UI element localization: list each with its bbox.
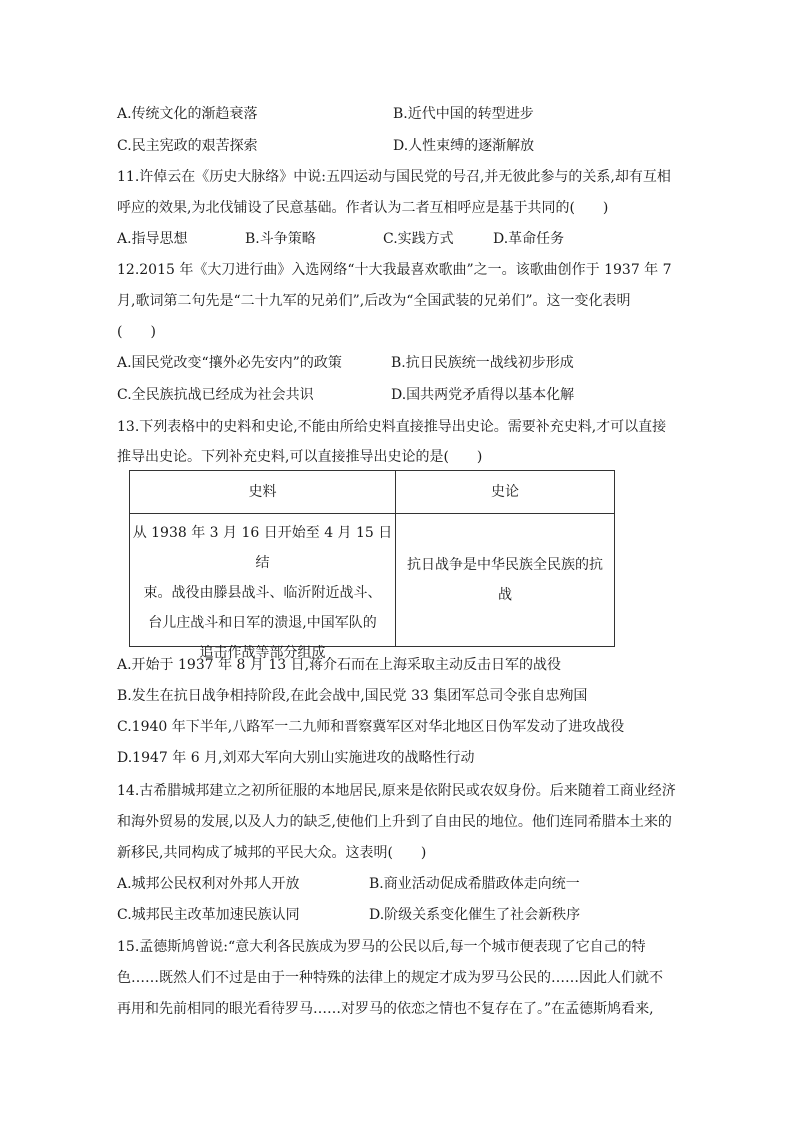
- table-cell-shilun: [396, 550, 614, 610]
- q11-option-d: D.革命任务: [493, 231, 565, 247]
- q11-option-a: A.指导思想: [117, 231, 188, 247]
- shiliao-line-3: 台儿庄战斗和日军的溃退,中国军队的: [148, 615, 377, 631]
- table-cell-shiliao: [130, 518, 395, 668]
- q14-stem-line-1: 14.古希腊城邦建立之初所征服的本地居民,原来是依附民或农奴身份。后来随着工商业经济: [117, 783, 676, 799]
- q11-stem-line-2: 呼应的效果,为北伐铺设了民意基础。作者认为二者互相呼应是基于共同的( ): [117, 200, 609, 216]
- q12-option-c: C.全民族抗战已经成为社会共识: [117, 387, 314, 403]
- q14-option-b: B.商业活动促成希腊政体走向统一: [369, 876, 580, 892]
- shiliao-line-2: 束。战役由滕县战斗、临沂附近战斗、: [143, 585, 382, 601]
- q13-option-d: D.1947 年 6 月,刘邓大军向大别山实施进攻的战略性行动: [117, 750, 475, 766]
- q10-option-c: C.民主宪政的艰苦探索: [117, 138, 258, 154]
- q15-stem-line-2: 色……既然人们不过是由于一种特殊的法律上的规定才成为罗马公民的……因此人们就不: [117, 970, 663, 986]
- q12-stem-line-1: 12.2015 年《大刀进行曲》入选网络“十大我最喜欢歌曲”之一。该歌曲创作于 1937 年 7: [117, 262, 672, 278]
- q14-stem-line-2: 和海外贸易的发展,以及人力的缺乏,使他们上升到了自由民的地位。他们连同希腊本土来的: [117, 814, 672, 830]
- q13-stem-line-1: 13.下列表格中的史料和史论,不能由所给史料直接推导出史论。需要补充史料,才可以直接: [117, 419, 667, 435]
- q10-option-a: A.传统文化的渐趋衰落: [117, 106, 258, 122]
- q13-option-b: B.发生在抗日战争相持阶段,在此会战中,国民党 33 集团军总司令张自忠殉国: [117, 688, 588, 704]
- q13-stem-line-2: 推导出史论。下列补充史料,可以直接推导出史论的是( ): [117, 449, 483, 465]
- q10-option-d: D.人性束缚的逐渐解放: [393, 138, 535, 154]
- q12-option-b: B.抗日民族统一战线初步形成: [391, 355, 574, 371]
- q11-stem-line-1: 11.许倬云在《历史大脉络》中说:五四运动与国民党的号召,并无彼此参与的关系,却有互相: [117, 169, 671, 185]
- q12-option-d: D.国共两党矛盾得以基本化解: [391, 387, 575, 403]
- q15-stem-line-3: 再用和先前相同的眼光看待罗马……对罗马的依恋之情也不复存在了。”在孟德斯鸠看来,: [117, 1001, 654, 1017]
- q13-table: [129, 470, 615, 661]
- q11-option-c: C.实践方式: [383, 231, 454, 247]
- q14-option-d: D.阶级关系变化催生了社会新秩序: [369, 907, 581, 923]
- shilun-line-1: 抗日战争是中华民族全民族的抗: [407, 557, 603, 573]
- q10-option-b: B.近代中国的转型进步: [393, 106, 534, 122]
- shiliao-line-4: 追击作战等部分组成: [199, 645, 326, 661]
- q12-option-a: A.国民党改变“攘外必先安内”的政策: [117, 355, 342, 371]
- table-header-shiliao: 史料: [248, 484, 277, 500]
- q14-stem-line-3: 新移民,共同构成了城邦的平民大众。这表明( ): [117, 845, 427, 861]
- q13-option-c: C.1940 年下半年,八路军一二九师和晋察冀军区对华北地区日伪军发动了进攻战役: [117, 719, 625, 735]
- q11-option-b: B.斗争策略: [245, 231, 316, 247]
- q15-stem-line-1: 15.孟德斯鸠曾说:“意大利各民族成为罗马的公民以后,每一个城市便表现了它自己的特: [117, 939, 646, 955]
- table-header-shilun: 史论: [491, 484, 519, 500]
- shiliao-line-1: 从 1938 年 3 月 16 日开始至 4 月 15 日结: [132, 525, 393, 571]
- q14-option-a: A.城邦公民权利对外邦人开放: [117, 876, 300, 892]
- table-header-divider: [130, 513, 614, 514]
- shilun-line-2: 战: [498, 587, 512, 603]
- q14-option-c: C.城邦民主改革加速民族认同: [117, 907, 300, 923]
- q12-stem-line-2: 月,歌词第二句先是“二十九军的兄弟们”,后改为“全国武装的兄弟们”。这一变化表明: [117, 293, 631, 309]
- q12-stem-line-3: ( ): [117, 324, 156, 340]
- q13-option-a: A.开始于 1937 年 8 月 13 日,蒋介石而在上海采取主动反击日军的战役: [117, 657, 562, 673]
